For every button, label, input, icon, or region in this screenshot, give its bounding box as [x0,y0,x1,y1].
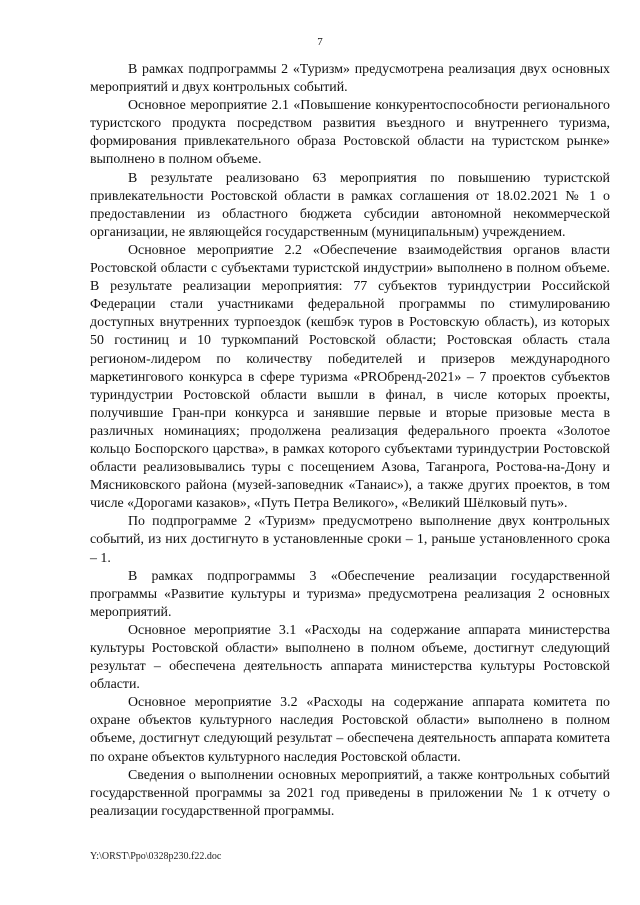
paragraph-subprogram-2-intro: В рамках подпрограммы 2 «Туризм» предусмотрена реализация двух основных мероприятий и двух контрольных событий. [90,62,610,96]
page-number: 7 [317,36,323,48]
paragraph-measure-2-1: Основное мероприятие 2.1 «Повышение конкурентоспособности регионального туристского продукта посредством развития въездного и внутреннего туризма, формирования привлекательного образа Ростовской области на туристском рынке» выполнено в полном объеме. [90,98,610,168]
paragraph-appendix-reference: Сведения о выполнении основных мероприятий, а также контрольных событий государственной программы за 2021 год приведены в приложении № 1 к отчету о реализации государственной программы. [90,767,610,819]
paragraph-measure-2-2: Основное мероприятие 2.2 «Обеспечение взаимодействия органов власти Ростовской области с субъектами туристской индустрии» выполнено в полном объеме. В результате реализации мероприятия: 77 субъектов туриндустрии Российской Федерации стали участниками федеральной программы по стимулированию доступных внутренних турпоездок (кешбэк туров в Ростовскую область), из которых 50 гостиниц и 10 туркомпаний Ростовской области; Ростовская область стала регионом-лидером по количеству победителей и призеров международного маркетингового конкурса в сфере туризма «PROбренд-2021» – 7 проектов субъектов туриндустрии Ростовской области вышли в финал, в числе которых проекты, получившие Гран-при конкурса и занявшие первые и вторые призовые места в различных номинациях; продолжена реализация федерального проекта «Золотое кольцо Боспорского царства», в рамках которого субъектами туриндустрии Ростовской области реализовывались туры с посещением Азова, Таганрога, Ростова-на-Дону и Мясниковского района (музей-заповедник «Танаис»), а также других проектов, в том числе «Дорогами казаков», «Путь Петра Великого», «Великий Шёлковый путь». [90,242,610,512]
paragraph-measure-3-1: Основное мероприятие 3.1 «Расходы на содержание аппарата министерства культуры Ростовской области» выполнено в полном объеме, достигнут следующий результат – обеспечена деятельность аппарата министерства культуры Ростовской области. [90,622,610,693]
paragraph-measure-3-2: Основное мероприятие 3.2 «Расходы на содержание аппарата комитета по охране объектов культурного наследия Ростовской области» выполнено в полном объеме, достигнут следующий результат – обеспечена деятельность аппарата комитета по охране объектов культурного наследия Ростовской области. [90,695,610,765]
file-path-footer: Y:\ORST\Ppo\0328p230.f22.doc [90,851,222,862]
document-body [90,61,610,821]
paragraph-subprogram-2-events: По подпрограмме 2 «Туризм» предусмотрено выполнение двух контрольных событий, из них достигнуто в установленные сроки – 1, раньше установленного срока – 1. [90,514,610,566]
paragraph-measure-2-1-result: В результате реализовано 63 мероприятия по повышению туристской привлекательности Ростовской области в рамках соглашения от 18.02.2021 № 1 о предоставлении из областного бюджета субсидии автономной некоммерческой организации, не являющейся государственным (муниципальным) учреждением. [90,170,610,240]
paragraph-subprogram-3-intro: В рамках подпрограммы 3 «Обеспечение реализации государственной программы «Развитие культуры и туризма» предусмотрена реализация 2 основных мероприятий. [90,568,610,620]
